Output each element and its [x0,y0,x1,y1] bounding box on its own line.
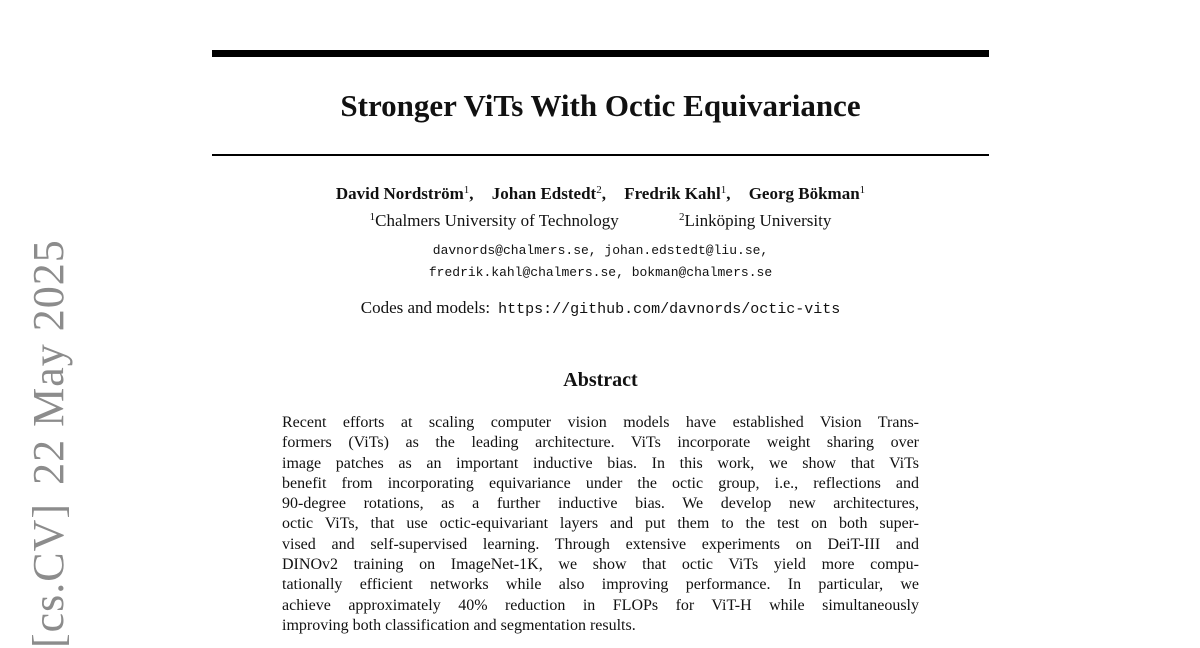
abstract-line: DINOv2 training on ImageNet-1K, we show that octic ViTs yield more compu- [282,556,919,574]
affiliation-name: Chalmers University of Technology [375,211,619,230]
author: Fredrik Kahl$^1$, [624,184,731,203]
title-rule [212,154,989,156]
author-affiliation-mark: 1 [859,184,866,196]
codes-url-link[interactable]: https://github.com/davnords/octic-vits [498,301,841,318]
abstract-line: formers (ViTs) as the leading architecture. ViTs incorporate weight sharing over [282,434,919,452]
author-affiliation-mark: 1 [720,184,727,196]
author-name: Fredrik Kahl [624,184,721,203]
affiliation-name: Linköping University [684,211,832,230]
email-line: fredrik.kahl@chalmers.se, bokman@chalmers.se [428,265,773,280]
abstract-heading: Abstract [563,369,638,391]
abstract-line: image patches as an important inductive bias. In this work, we show that ViTs [282,454,919,472]
paper-title: Stronger ViTs With Octic Equivariance [340,88,861,123]
abstract-line: 90-degree rotations, as a further inductive bias. We develop new architectures, [282,495,919,513]
author-emails [212,240,989,284]
affiliation-list [212,209,989,233]
arxiv-date: 22 May 2025 [24,239,73,485]
affiliation [679,211,831,230]
affiliation-number: 1 [369,211,376,223]
abstract-line: benefit from incorporating equivariance under the octic group, i.e., reflections and [282,474,919,492]
abstract-line: vised and self-supervised learning. Through extensive experiments on DeiT-III and [282,535,919,553]
abstract-line: octic ViTs, that use octic-equivariant layers and put them to the test on both super- [282,515,919,533]
email-line: davnords@chalmers.se, johan.edstedt@liu.se, [432,243,769,258]
abstract-line: Recent efforts at scaling computer vision models have established Vision Trans- [282,414,919,431]
arxiv-stamp [24,221,74,648]
author-affiliation-mark: 2 [596,184,602,196]
affiliation-number: 2 [678,211,685,223]
author-name: Georg Bökman [748,184,860,203]
author: Johan Edstedt$^2$, [491,184,606,203]
codes-label: Codes and models: [360,298,491,317]
arxiv-category: [cs.CV] [24,502,73,648]
abstract-line: improving both classification and segmentation results. [282,616,636,634]
top-rule [212,50,989,57]
author-list [212,182,989,206]
affiliation [370,211,619,230]
author-name: David Nordström [335,184,464,203]
author-affiliation-mark: 1 [463,184,470,196]
abstract-line: tationally efficient networks while also improving performance. In particular, we [282,576,919,594]
abstract-body [282,413,919,636]
author-name: Johan Edstedt [491,184,597,203]
abstract-line: achieve approximately 40% reduction in FLOPs for ViT-H while simultaneously [282,596,919,614]
author [749,184,865,203]
author: David Nordström$^1$, [335,184,474,203]
code-link-line [212,296,989,322]
